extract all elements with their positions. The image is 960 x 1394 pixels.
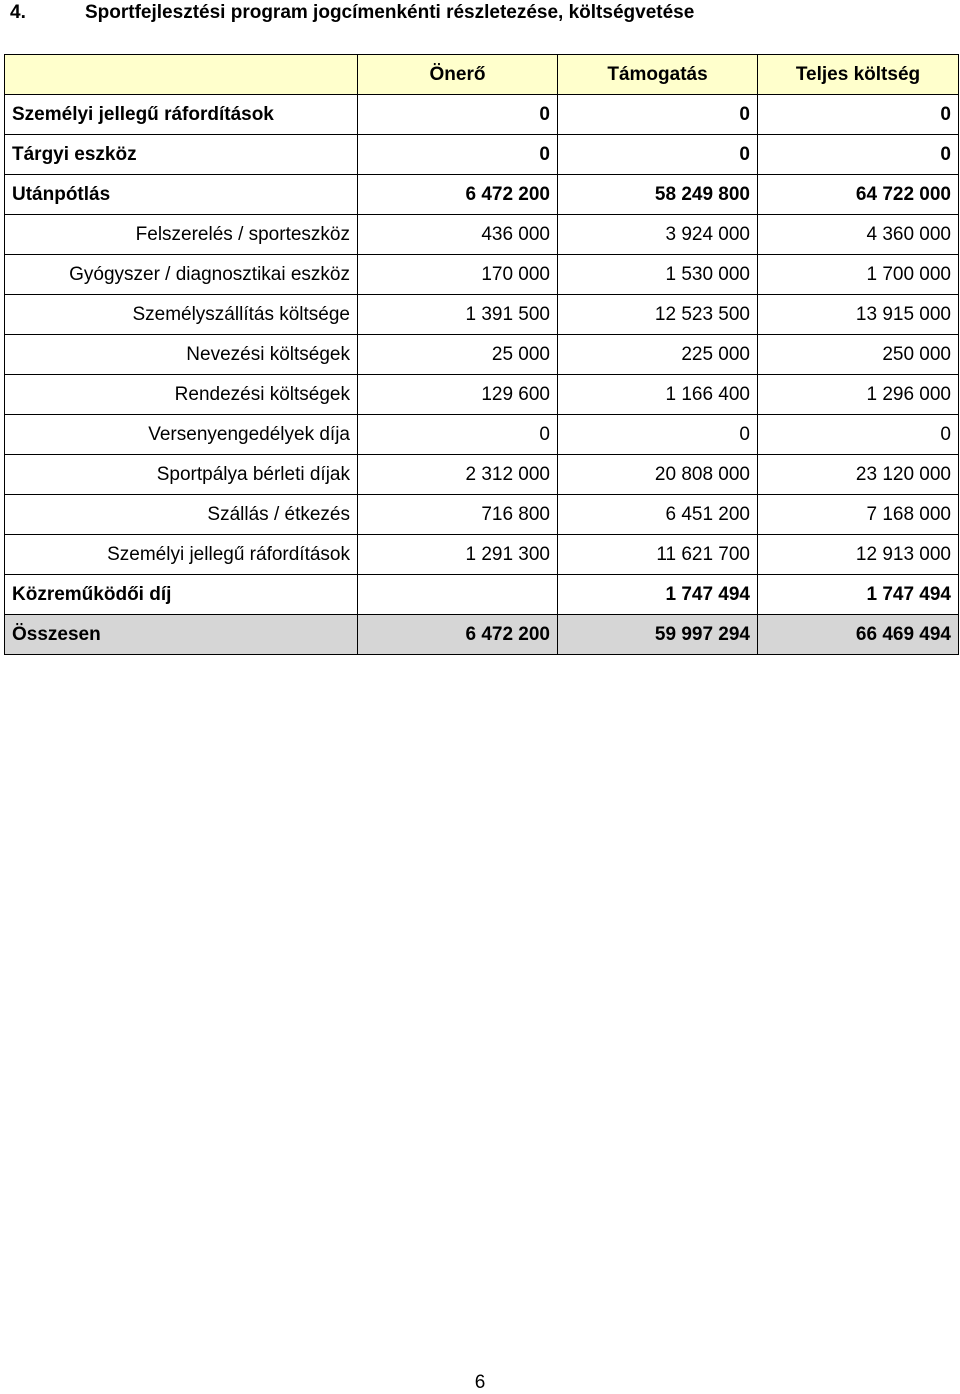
row-label: Gyógyszer / diagnosztikai eszköz (5, 255, 358, 295)
table-row (5, 455, 959, 495)
cell-tamogatas: 1 166 400 (558, 375, 758, 415)
cell-tamogatas: 11 621 700 (558, 535, 758, 575)
cell-teljes: 0 (758, 95, 959, 135)
cell-oneros: 1 391 500 (358, 295, 558, 335)
cell-teljes: 0 (758, 135, 959, 175)
cell-tamogatas: 12 523 500 (558, 295, 758, 335)
cell-teljes: 7 168 000 (758, 495, 959, 535)
cell-oneros: 0 (358, 95, 558, 135)
table-row (5, 415, 959, 455)
cell-teljes: 1 700 000 (758, 255, 959, 295)
cell-teljes: 64 722 000 (758, 175, 959, 215)
section-number: 4. (10, 2, 26, 23)
cell-oneros: 1 291 300 (358, 535, 558, 575)
cell-tamogatas: 58 249 800 (558, 175, 758, 215)
cell-oneros: 436 000 (358, 215, 558, 255)
cell-oneros: 2 312 000 (358, 455, 558, 495)
cell-teljes: 0 (758, 415, 959, 455)
cell-oneros: 0 (358, 415, 558, 455)
cell-oneros: 716 800 (358, 495, 558, 535)
cell-tamogatas: 59 997 294 (558, 615, 758, 655)
row-label: Utánpótlás (5, 175, 358, 215)
cell-oneros: 6 472 200 (358, 175, 558, 215)
cell-oneros: 170 000 (358, 255, 558, 295)
section-title: Sportfejlesztési program jogcímenkénti részletezése, költségvetése (85, 2, 695, 23)
cell-tamogatas: 1 747 494 (558, 575, 758, 615)
cell-teljes: 13 915 000 (758, 295, 959, 335)
cell-tamogatas: 6 451 200 (558, 495, 758, 535)
row-label: Összesen (5, 615, 358, 655)
row-label: Felszerelés / sporteszköz (5, 215, 358, 255)
header-cell-label (5, 55, 358, 95)
cell-oneros: 0 (358, 135, 558, 175)
cell-oneros (358, 575, 558, 615)
cell-teljes: 66 469 494 (758, 615, 959, 655)
table-row (5, 495, 959, 535)
cell-oneros: 129 600 (358, 375, 558, 415)
table-row (5, 295, 959, 335)
cell-tamogatas: 0 (558, 135, 758, 175)
row-label: Sportpálya bérleti díjak (5, 455, 358, 495)
table-row (5, 535, 959, 575)
cell-oneros: 6 472 200 (358, 615, 558, 655)
cell-oneros: 25 000 (358, 335, 558, 375)
row-label: Versenyengedélyek díja (5, 415, 358, 455)
table-header-row (5, 55, 959, 95)
cell-tamogatas: 0 (558, 95, 758, 135)
row-label: Személyi jellegű ráfordítások (5, 535, 358, 575)
row-label: Személyi jellegű ráfordítások (5, 95, 358, 135)
row-label: Közreműködői díj (5, 575, 358, 615)
table-row (5, 255, 959, 295)
cell-teljes: 4 360 000 (758, 215, 959, 255)
cell-tamogatas: 225 000 (558, 335, 758, 375)
budget-table (4, 54, 959, 655)
table-row (5, 575, 959, 615)
cell-teljes: 250 000 (758, 335, 959, 375)
header-cell-oneros: Önerő (358, 55, 558, 95)
row-label: Nevezési költségek (5, 335, 358, 375)
total-row (5, 615, 959, 655)
table-row (5, 135, 959, 175)
table-row (5, 335, 959, 375)
section-heading (10, 2, 694, 24)
cell-tamogatas: 0 (558, 415, 758, 455)
cell-tamogatas: 3 924 000 (558, 215, 758, 255)
row-label: Személyszállítás költsége (5, 295, 358, 335)
row-label: Rendezési költségek (5, 375, 358, 415)
cell-teljes: 12 913 000 (758, 535, 959, 575)
page-number: 6 (474, 1372, 486, 1393)
table-row (5, 215, 959, 255)
table-row (5, 375, 959, 415)
header-cell-teljes: Teljes költség (758, 55, 959, 95)
cell-teljes: 1 747 494 (758, 575, 959, 615)
cell-teljes: 1 296 000 (758, 375, 959, 415)
table-row (5, 95, 959, 135)
cell-tamogatas: 20 808 000 (558, 455, 758, 495)
header-cell-tamogatas: Támogatás (558, 55, 758, 95)
cell-tamogatas: 1 530 000 (558, 255, 758, 295)
row-label: Tárgyi eszköz (5, 135, 358, 175)
table-row (5, 175, 959, 215)
row-label: Szállás / étkezés (5, 495, 358, 535)
cell-teljes: 23 120 000 (758, 455, 959, 495)
